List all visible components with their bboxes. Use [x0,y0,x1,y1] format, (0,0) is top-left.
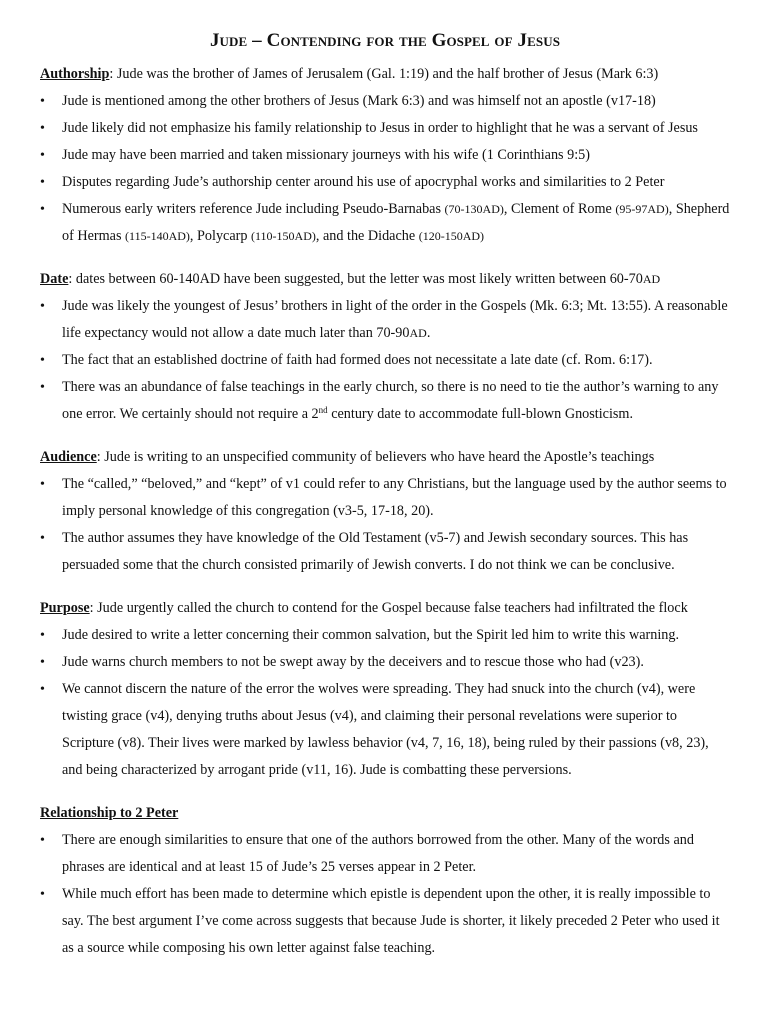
list-item: • There are enough similarities to ensure that one of the authors borrowed from the other. Many of the words and phrases are identical and at least 15 of Jude’s 25 verses appear in 2 Peter. [40,827,730,881]
list-item: • The fact that an established doctrine of faith had formed does not necessitate a late date (cf. Rom. 6:17). [40,347,730,374]
page-title [40,30,730,52]
date-heading: Date [40,271,69,287]
list-item: • Jude likely did not emphasize his family relationship to Jesus in order to highlight that he was a servant of Jesus [40,115,730,142]
list-item: • Jude desired to write a letter concerning their common salvation, but the Spirit led him to write this warning. [40,622,730,649]
date-text-ad: AD [642,272,661,286]
list-item: • Disputes regarding Jude’s authorship center around his use of apocryphal works and similarities to 2 Peter [40,169,730,196]
list-item: • We cannot discern the nature of the error the wolves were spreading. They had snuck into the church (v4), were twisting grace (v4), denying truths about Jesus (v4), and claiming their personal revelations were superior to Scripture (v8). Their lives were marked by lawless behavior (v4, 7, 16, 18), being ruled by their passions (v8, 23), and being characterized by arrogant pride (v11, 16). Jude is combatting these perversions. [40,676,730,784]
clement-date: (95-97AD) [615,202,669,216]
authorship-heading: Authorship [40,66,110,82]
relationship-list [40,827,730,962]
ordinal-superscript: nd [318,405,328,415]
list-item [40,374,730,428]
writers-polycarp: , Polycarp [189,228,251,244]
audience-heading: Audience [40,449,97,465]
writers-shepherd: Shepherd of Hermas [62,201,730,244]
shepherd-date: (115-140AD) [125,229,190,243]
writers-intro: Numerous early writers reference Jude including Pseudo-Barnabas [62,201,445,217]
authorship-text: : Jude was the brother of James of Jerusalem (Gal. 1:19) and the half brother of Jesus (Mark 6:3) [109,66,659,82]
audience-list [40,471,730,579]
audience-lead [40,444,730,471]
title-jude: Jude [209,30,248,51]
polycarp-date: (110-150AD) [251,229,316,243]
purpose-text: : Jude urgently called the church to contend for the Gospel because false teachers had infiltrated the flock [89,600,688,616]
date-lead [40,266,730,293]
writers-didache: , and the Didache [315,228,419,244]
list-item-early-writers: • Numerous early writers reference Jude including Pseudo-Barnabas (70-130AD), Clement of Rome (95-97AD), Shepherd of Hermas (115-140AD), Polycarp (110-150AD), and the Didache (120-150AD) [40,196,730,250]
title-dash: – [247,30,267,51]
date-bullet-1-ad: AD [409,326,427,340]
date-bullet-3-end: century date to accommodate full-blown Gnosticism. [327,406,633,422]
barnabas-date: (70-130AD) [444,202,504,216]
writers-clement: , Clement of Rome [503,201,616,217]
purpose-heading: Purpose [40,600,90,616]
date-text: : dates between 60-140AD have been suggested, but the letter was most likely written between 60-70 [68,271,643,287]
purpose-lead [40,595,730,622]
date-bullet-3-text: There was an abundance of false teachings in the early church, so there is no need to tie the author’s warning to any one error. We certainly should not require a 2 [62,379,719,422]
authorship-list [40,88,730,250]
title-subtitle: Contending for the Gospel of Jesus [266,30,561,51]
relationship-section [40,800,730,962]
authorship-lead [40,61,730,88]
date-list [40,293,730,428]
list-item: • While much effort has been made to determine which epistle is dependent upon the other, it is really impossible to say. The best argument I’ve come across suggests that because Jude is shorter, it likely preceded 2 Peter who used it as a source while composing his own letter against false teaching. [40,881,730,962]
relationship-heading: Relationship to 2 Peter [40,805,179,821]
didache-date: (120-150AD) [418,229,485,243]
purpose-list [40,622,730,784]
list-item [40,293,730,347]
authorship-section [40,61,730,250]
audience-section [40,444,730,579]
list-item: • Jude warns church members to not be swept away by the deceivers and to rescue those who had (v23). [40,649,730,676]
date-bullet-1-text: Jude was likely the youngest of Jesus’ brothers in light of the order in the Gospels (Mk. 6:3; Mt. 13:55). A reasonable life expectancy would not allow a date much later than 70-90 [62,298,728,341]
list-item: • Jude may have been married and taken missionary journeys with his wife (1 Corinthians 9:5) [40,142,730,169]
date-section [40,266,730,428]
date-bullet-1-end: . [426,325,431,341]
list-item: • The “called,” “beloved,” and “kept” of v1 could refer to any Christians, but the language used by the author seems to imply personal knowledge of this congregation (v3-5, 17-18, 20). [40,471,730,525]
list-item: • Jude is mentioned among the other brothers of Jesus (Mark 6:3) and was himself not an apostle (v17-18) [40,88,730,115]
audience-text: : Jude is writing to an unspecified community of believers who have heard the Apostle’s teachings [96,449,655,465]
relationship-lead [40,800,730,827]
purpose-section [40,595,730,784]
list-item: • The author assumes they have knowledge of the Old Testament (v5-7) and Jewish secondary sources. This has persuaded some that the church consisted primarily of Jewish converts. I do not think we can be conclusive. [40,525,730,579]
